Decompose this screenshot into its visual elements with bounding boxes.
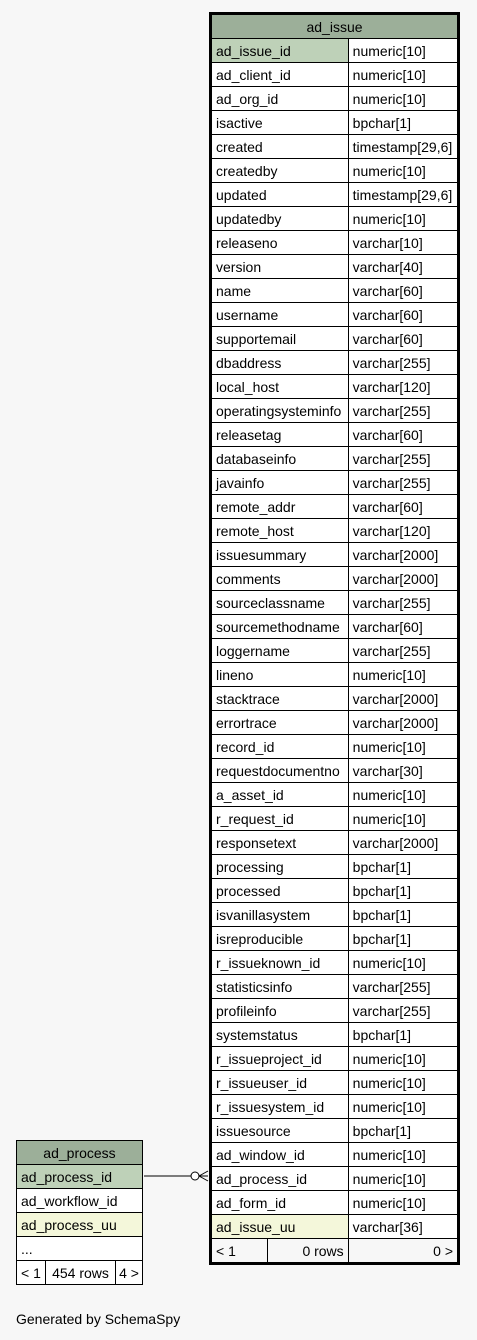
- column-type: varchar[255]: [348, 639, 458, 663]
- column-name[interactable]: operatingsysteminfo: [211, 399, 349, 423]
- column-type: varchar[255]: [348, 351, 458, 375]
- column-type: varchar[10]: [348, 231, 458, 255]
- column-name[interactable]: lineno: [211, 663, 349, 687]
- column-name[interactable]: r_issuesystem_id: [211, 1095, 349, 1119]
- column-name[interactable]: issuesource: [211, 1119, 349, 1143]
- column-type: varchar[2000]: [348, 687, 458, 711]
- column-type: varchar[255]: [348, 447, 458, 471]
- column-type: numeric[10]: [348, 39, 458, 63]
- column-name[interactable]: username: [211, 303, 349, 327]
- column-type: varchar[2000]: [348, 831, 458, 855]
- column-type: bpchar[1]: [348, 111, 458, 135]
- column-name[interactable]: isactive: [211, 111, 349, 135]
- column-type: varchar[60]: [348, 615, 458, 639]
- column-name[interactable]: version: [211, 255, 349, 279]
- column-name[interactable]: profileinfo: [211, 999, 349, 1023]
- column-name[interactable]: supportemail: [211, 327, 349, 351]
- column-name[interactable]: javainfo: [211, 471, 349, 495]
- column-type: varchar[255]: [348, 591, 458, 615]
- column-name[interactable]: r_issueknown_id: [211, 951, 349, 975]
- column-type: bpchar[1]: [348, 927, 458, 951]
- column-type: varchar[60]: [348, 279, 458, 303]
- column-name[interactable]: ad_process_id: [211, 1167, 349, 1191]
- column-type: numeric[10]: [348, 1167, 458, 1191]
- column-name[interactable]: processed: [211, 879, 349, 903]
- column-name[interactable]: ad_process_id: [17, 1165, 143, 1189]
- column-name[interactable]: stacktrace: [211, 687, 349, 711]
- column-type: numeric[10]: [348, 1191, 458, 1215]
- parents-link[interactable]: < 1: [211, 1239, 268, 1264]
- column-type: varchar[36]: [348, 1215, 458, 1239]
- crowfoot-upper: [199, 1171, 208, 1176]
- column-name[interactable]: sourceclassname: [211, 591, 349, 615]
- column-type: numeric[10]: [348, 807, 458, 831]
- column-name[interactable]: createdby: [211, 159, 349, 183]
- zero-optionality-marker: [191, 1172, 199, 1180]
- column-name[interactable]: ...: [17, 1237, 143, 1261]
- column-name[interactable]: requestdocumentno: [211, 759, 349, 783]
- column-type: numeric[10]: [348, 783, 458, 807]
- column-type: numeric[10]: [348, 1143, 458, 1167]
- column-type: varchar[255]: [348, 471, 458, 495]
- column-name[interactable]: ad_form_id: [211, 1191, 349, 1215]
- column-name[interactable]: ad_window_id: [211, 1143, 349, 1167]
- column-type: varchar[255]: [348, 975, 458, 999]
- column-type: varchar[60]: [348, 423, 458, 447]
- column-name[interactable]: updated: [211, 183, 349, 207]
- column-type: bpchar[1]: [348, 879, 458, 903]
- column-name[interactable]: isvanillasystem: [211, 903, 349, 927]
- column-name[interactable]: responsetext: [211, 831, 349, 855]
- column-type: numeric[10]: [348, 1071, 458, 1095]
- column-type: bpchar[1]: [348, 1023, 458, 1047]
- column-name[interactable]: ad_client_id: [211, 63, 349, 87]
- column-name[interactable]: systemstatus: [211, 1023, 349, 1047]
- column-name[interactable]: record_id: [211, 735, 349, 759]
- column-name[interactable]: created: [211, 135, 349, 159]
- column-type: varchar[30]: [348, 759, 458, 783]
- column-type: numeric[10]: [348, 735, 458, 759]
- column-type: varchar[60]: [348, 327, 458, 351]
- column-name[interactable]: comments: [211, 567, 349, 591]
- column-type: bpchar[1]: [348, 903, 458, 927]
- column-type: bpchar[1]: [348, 1119, 458, 1143]
- children-link[interactable]: 4 >: [116, 1261, 143, 1285]
- column-name[interactable]: remote_host: [211, 519, 349, 543]
- column-name[interactable]: loggername: [211, 639, 349, 663]
- column-type: timestamp[29,6]: [348, 135, 458, 159]
- column-type: varchar[2000]: [348, 567, 458, 591]
- column-name[interactable]: a_asset_id: [211, 783, 349, 807]
- row-count: 0 rows: [267, 1239, 348, 1264]
- column-type: numeric[10]: [348, 63, 458, 87]
- ad-issue-table-title[interactable]: ad_issue: [211, 14, 459, 39]
- column-type: bpchar[1]: [348, 855, 458, 879]
- column-name[interactable]: issuesummary: [211, 543, 349, 567]
- column-type: varchar[255]: [348, 999, 458, 1023]
- column-name[interactable]: errortrace: [211, 711, 349, 735]
- column-type: timestamp[29,6]: [348, 183, 458, 207]
- column-name[interactable]: r_issueproject_id: [211, 1047, 349, 1071]
- column-type: numeric[10]: [348, 207, 458, 231]
- column-name[interactable]: ad_workflow_id: [17, 1189, 143, 1213]
- column-name[interactable]: updatedby: [211, 207, 349, 231]
- column-name[interactable]: remote_addr: [211, 495, 349, 519]
- column-type: varchar[255]: [348, 399, 458, 423]
- column-name[interactable]: local_host: [211, 375, 349, 399]
- column-name[interactable]: ad_issue_id: [211, 39, 349, 63]
- column-type: numeric[10]: [348, 159, 458, 183]
- column-type: varchar[2000]: [348, 711, 458, 735]
- column-name[interactable]: name: [211, 279, 349, 303]
- column-type: varchar[60]: [348, 495, 458, 519]
- column-name[interactable]: dbaddress: [211, 351, 349, 375]
- ad-process-table-title[interactable]: ad_process: [17, 1141, 143, 1165]
- column-name[interactable]: ad_org_id: [211, 87, 349, 111]
- column-type: numeric[10]: [348, 1047, 458, 1071]
- column-name[interactable]: r_issueuser_id: [211, 1071, 349, 1095]
- parents-link[interactable]: < 1: [17, 1261, 46, 1285]
- children-link[interactable]: 0 >: [348, 1239, 458, 1264]
- column-name[interactable]: ad_issue_uu: [211, 1215, 349, 1239]
- column-type: numeric[10]: [348, 951, 458, 975]
- column-name[interactable]: databaseinfo: [211, 447, 349, 471]
- row-count: 454 rows: [46, 1261, 116, 1285]
- column-type: numeric[10]: [348, 87, 458, 111]
- column-name[interactable]: r_request_id: [211, 807, 349, 831]
- column-name[interactable]: releaseno: [211, 231, 349, 255]
- column-type: varchar[120]: [348, 519, 458, 543]
- generated-by-label: Generated by SchemaSpy: [16, 1311, 181, 1327]
- column-type: varchar[60]: [348, 303, 458, 327]
- column-name[interactable]: sourcemethodname: [211, 615, 349, 639]
- column-name[interactable]: processing: [211, 855, 349, 879]
- column-name[interactable]: isreproducible: [211, 927, 349, 951]
- column-type: varchar[40]: [348, 255, 458, 279]
- column-name[interactable]: ad_process_uu: [17, 1213, 143, 1237]
- column-name[interactable]: releasetag: [211, 423, 349, 447]
- column-type: numeric[10]: [348, 1095, 458, 1119]
- column-name[interactable]: statisticsinfo: [211, 975, 349, 999]
- column-type: varchar[2000]: [348, 543, 458, 567]
- column-type: numeric[10]: [348, 663, 458, 687]
- column-type: varchar[120]: [348, 375, 458, 399]
- crowfoot-lower: [199, 1176, 208, 1181]
